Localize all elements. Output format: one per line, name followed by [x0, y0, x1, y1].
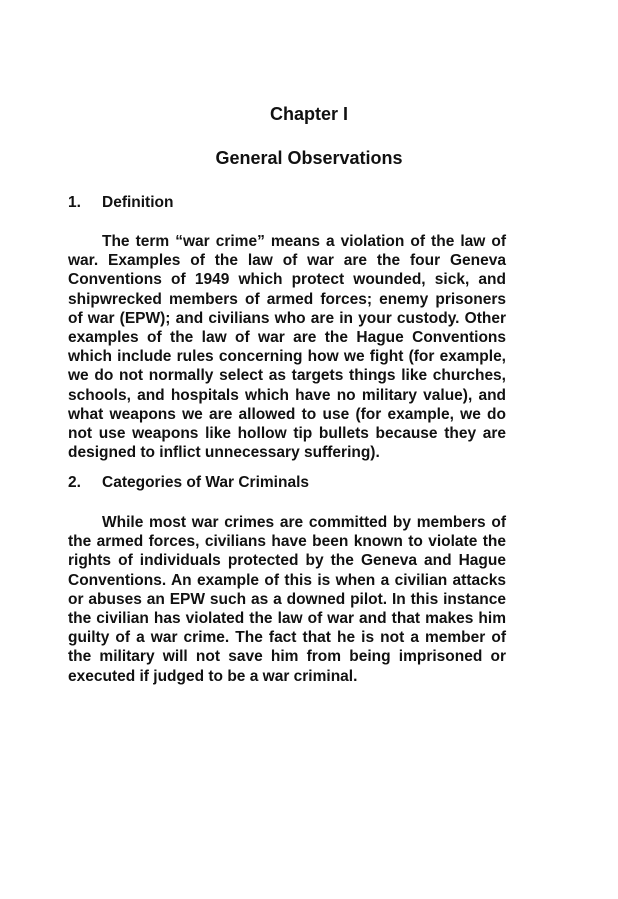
section-number: 1.	[68, 194, 81, 211]
chapter-label: Chapter I	[269, 104, 348, 124]
section-number: 2.	[68, 474, 81, 491]
definition-paragraph: The term “war crime” means a violation of the law of war. Examples of the law of war are the four Geneva Conventions of 1949 which protect wounded, sick, and shipwrecked members of armed forces; enemy prisoners of war (EPW); and civilians who are in your custody. Other examples of the law of war are the Hague Conventions which include rules concerning how we fight (for example, we do not normally select as targets things like churches, schools, and hospitals which have no military value), and what weapons we are allowed to use (for example, we do not use weapons like hollow tip bullets because they are designed to inflict unnecessary suffering).	[68, 233, 506, 462]
section-heading-text: Definition	[102, 194, 174, 211]
chapter-title: General Observations	[215, 148, 403, 168]
section-heading-definition	[68, 194, 173, 212]
categories-paragraph: While most war crimes are committed by members of the armed forces, civilians have been known to violate the rights of individuals protected by the Geneva and Hague Conventions. An example of this is when a civilian attacks or abuses an EPW such as a downed pilot. In this instance the civilian has violated the law of war and that makes him guilty of a war crime. The fact that he is not a member of the military will not save him from being imprisoned or executed if judged to be a war criminal.	[68, 514, 506, 685]
section-heading-text: Categories of War Criminals	[102, 474, 310, 491]
section-heading-categories	[68, 474, 309, 492]
